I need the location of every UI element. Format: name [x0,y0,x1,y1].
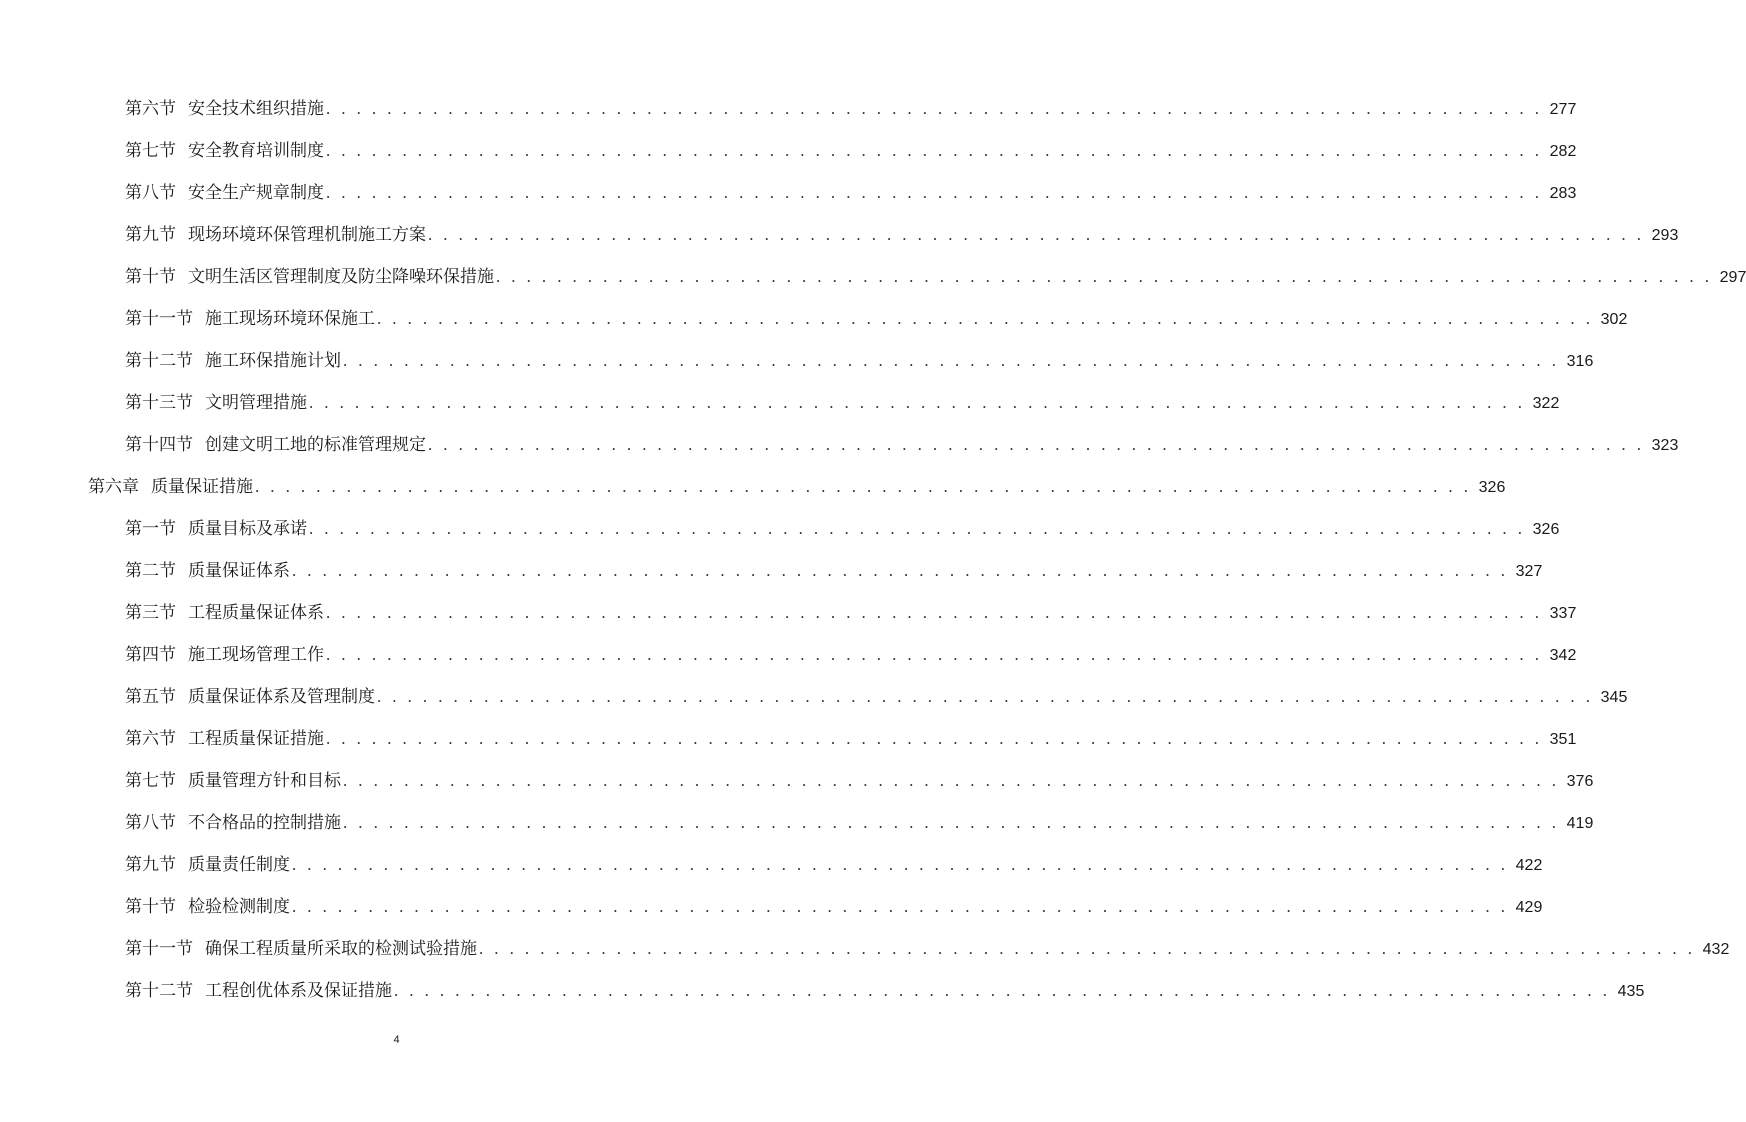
toc-entry-title: 不合格品的控制措施 [188,813,341,833]
toc-entry-label [125,760,341,802]
toc-section-entry[interactable] [0,802,1594,844]
page-number: 4 [393,1034,400,1046]
toc-dot-leader: . . . . . . . . . . . . . . . . . . . . . . . . . . . . . . . . . . . . . . . . . . . . . . . . . . . . . . . . . . . . . . . . . . . . . . . . . . . . . . . . [309,519,1526,538]
toc-entry-page: 323 [1651,437,1679,454]
toc-entry-page: 422 [1515,857,1543,874]
toc-dot-leader: . . . . . . . . . . . . . . . . . . . . . . . . . . . . . . . . . . . . . . . . . . . . . . . . . . . . . . . . . . . . . . . . . . . . . . . . . . . . . . . . [496,267,1713,286]
toc-entry-title: 施工环保措施计划 [205,351,341,371]
toc-entry-page: 326 [1532,521,1560,538]
toc-entry-number: 第十四节 [125,435,193,455]
toc-section-entry[interactable] [0,928,1730,970]
toc-entry-page: 293 [1651,227,1679,244]
toc-entry-label [125,214,426,256]
toc-entry-number: 第十一节 [125,309,193,329]
toc-dot-leader: . . . . . . . . . . . . . . . . . . . . . . . . . . . . . . . . . . . . . . . . . . . . . . . . . . . . . . . . . . . . . . . . . . . . . . . . . . . . . . . . [326,99,1543,118]
toc-entry-title: 质量责任制度 [188,855,290,875]
toc-entry-number: 第十节 [125,897,176,917]
toc-entry-number: 第十节 [125,267,176,287]
toc-entry-page: 376 [1566,773,1594,790]
toc-entry-title: 确保工程质量所采取的检测试验措施 [205,939,477,959]
toc-dot-leader: . . . . . . . . . . . . . . . . . . . . . . . . . . . . . . . . . . . . . . . . . . . . . . . . . . . . . . . . . . . . . . . . . . . . . . . . . . . . . . . . [292,561,1509,580]
toc-section-entry[interactable] [0,214,1679,256]
toc-entry-number: 第九节 [125,225,176,245]
toc-section-entry[interactable] [0,970,1645,1012]
toc-dot-leader: . . . . . . . . . . . . . . . . . . . . . . . . . . . . . . . . . . . . . . . . . . . . . . . . . . . . . . . . . . . . . . . . . . . . . . . . . . . . . . . . [326,141,1543,160]
toc-section-entry[interactable] [0,382,1560,424]
toc-entry-number: 第六节 [125,729,176,749]
toc-entry-page: 297 [1719,269,1746,286]
toc-dot-leader: . . . . . . . . . . . . . . . . . . . . . . . . . . . . . . . . . . . . . . . . . . . . . . . . . . . . . . . . . . . . . . . . . . . . . . . . . . . . . . . . [343,771,1560,790]
toc-section-entry[interactable] [0,886,1543,928]
toc-section-entry[interactable] [0,298,1628,340]
toc-dot-leader: . . . . . . . . . . . . . . . . . . . . . . . . . . . . . . . . . . . . . . . . . . . . . . . . . . . . . . . . . . . . . . . . . . . . . . . . . . . . . . . . [343,351,1560,370]
toc-entry-page: 283 [1549,185,1577,202]
toc-entry-page: 432 [1702,941,1730,958]
toc-entry-label [125,592,324,634]
toc-dot-leader: . . . . . . . . . . . . . . . . . . . . . . . . . . . . . . . . . . . . . . . . . . . . . . . . . . . . . . . . . . . . . . . . . . . . . . . . . . . . . . . . [255,477,1472,496]
toc-entry-page: 327 [1515,563,1543,580]
toc-entry-page: 302 [1600,311,1628,328]
toc-dot-leader: . . . . . . . . . . . . . . . . . . . . . . . . . . . . . . . . . . . . . . . . . . . . . . . . . . . . . . . . . . . . . . . . . . . . . . . . . . . . . . . . [394,981,1611,1000]
toc-dot-leader: . . . . . . . . . . . . . . . . . . . . . . . . . . . . . . . . . . . . . . . . . . . . . . . . . . . . . . . . . . . . . . . . . . . . . . . . . . . . . . . . [309,393,1526,412]
toc-entry-page: 282 [1549,143,1577,160]
toc-section-entry[interactable] [0,760,1594,802]
toc-entry-number: 第五节 [125,687,176,707]
toc-entry-number: 第九节 [125,855,176,875]
toc-dot-leader: . . . . . . . . . . . . . . . . . . . . . . . . . . . . . . . . . . . . . . . . . . . . . . . . . . . . . . . . . . . . . . . . . . . . . . . . . . . . . . . . [428,225,1645,244]
toc-section-entry[interactable] [0,172,1577,214]
toc-entry-title: 质量目标及承诺 [188,519,307,539]
toc-entry-number: 第七节 [125,771,176,791]
toc-dot-leader: . . . . . . . . . . . . . . . . . . . . . . . . . . . . . . . . . . . . . . . . . . . . . . . . . . . . . . . . . . . . . . . . . . . . . . . . . . . . . . . . [326,729,1543,748]
toc-entry-title: 现场环境环保管理机制施工方案 [188,225,426,245]
toc-entry-label [125,886,290,928]
toc-entry-title: 工程创优体系及保证措施 [205,981,392,1001]
toc-entry-label [125,718,324,760]
toc-entry-page: 316 [1566,353,1594,370]
toc-entry-page: 345 [1600,689,1628,706]
toc-dot-leader: . . . . . . . . . . . . . . . . . . . . . . . . . . . . . . . . . . . . . . . . . . . . . . . . . . . . . . . . . . . . . . . . . . . . . . . . . . . . . . . . [343,813,1560,832]
toc-dot-leader: . . . . . . . . . . . . . . . . . . . . . . . . . . . . . . . . . . . . . . . . . . . . . . . . . . . . . . . . . . . . . . . . . . . . . . . . . . . . . . . . [377,309,1594,328]
toc-dot-leader: . . . . . . . . . . . . . . . . . . . . . . . . . . . . . . . . . . . . . . . . . . . . . . . . . . . . . . . . . . . . . . . . . . . . . . . . . . . . . . . . [326,645,1543,664]
toc-entry-number: 第十一节 [125,939,193,959]
toc-dot-leader: . . . . . . . . . . . . . . . . . . . . . . . . . . . . . . . . . . . . . . . . . . . . . . . . . . . . . . . . . . . . . . . . . . . . . . . . . . . . . . . . [377,687,1594,706]
toc-entry-label [88,466,253,508]
toc-entry-label [125,256,494,298]
toc-entry-label [125,970,392,1012]
toc-entry-page: 435 [1617,983,1645,1000]
toc-entry-page: 342 [1549,647,1577,664]
toc-entry-number: 第二节 [125,561,176,581]
toc-entry-page: 322 [1532,395,1560,412]
toc-entry-label [125,298,375,340]
toc-entry-page: 337 [1549,605,1577,622]
toc-dot-leader: . . . . . . . . . . . . . . . . . . . . . . . . . . . . . . . . . . . . . . . . . . . . . . . . . . . . . . . . . . . . . . . . . . . . . . . . . . . . . . . . [479,939,1696,958]
toc-entry-number: 第四节 [125,645,176,665]
toc-dot-leader: . . . . . . . . . . . . . . . . . . . . . . . . . . . . . . . . . . . . . . . . . . . . . . . . . . . . . . . . . . . . . . . . . . . . . . . . . . . . . . . . [292,897,1509,916]
toc-dot-leader: . . . . . . . . . . . . . . . . . . . . . . . . . . . . . . . . . . . . . . . . . . . . . . . . . . . . . . . . . . . . . . . . . . . . . . . . . . . . . . . . [326,603,1543,622]
toc-entry-label [125,634,324,676]
toc-entry-label [125,676,375,718]
toc-entry-page: 277 [1549,101,1577,118]
toc-entry-number: 第七节 [125,141,176,161]
toc-entry-title: 质量管理方针和目标 [188,771,341,791]
toc-entry-label [125,88,324,130]
toc-section-entry[interactable] [0,550,1543,592]
toc-entry-title: 施工现场管理工作 [188,645,324,665]
toc-section-entry[interactable] [0,424,1679,466]
toc-entry-title: 安全生产规章制度 [188,183,324,203]
toc-entry-page: 429 [1515,899,1543,916]
toc-entry-label [125,424,426,466]
toc-entry-label [125,928,477,970]
toc-entry-title: 质量保证措施 [151,477,253,497]
toc-dot-leader: . . . . . . . . . . . . . . . . . . . . . . . . . . . . . . . . . . . . . . . . . . . . . . . . . . . . . . . . . . . . . . . . . . . . . . . . . . . . . . . . [292,855,1509,874]
toc-section-entry[interactable] [0,508,1560,550]
toc-entry-title: 文明管理措施 [205,393,307,413]
toc-entry-number: 第十三节 [125,393,193,413]
toc-dot-leader: . . . . . . . . . . . . . . . . . . . . . . . . . . . . . . . . . . . . . . . . . . . . . . . . . . . . . . . . . . . . . . . . . . . . . . . . . . . . . . . . [428,435,1645,454]
table-of-contents [0,88,1746,1012]
toc-entry-title: 检验检测制度 [188,897,290,917]
toc-section-entry[interactable] [0,88,1577,130]
toc-entry-title: 施工现场环境环保施工 [205,309,375,329]
toc-section-entry[interactable] [0,718,1577,760]
toc-entry-label [125,844,290,886]
toc-entry-label [125,508,307,550]
toc-entry-title: 创建文明工地的标准管理规定 [205,435,426,455]
toc-entry-number: 第一节 [125,519,176,539]
toc-entry-number: 第六节 [125,99,176,119]
toc-entry-number: 第十二节 [125,981,193,1001]
toc-entry-title: 安全技术组织措施 [188,99,324,119]
toc-section-entry[interactable] [0,130,1577,172]
toc-entry-page: 326 [1478,479,1506,496]
toc-entry-page: 419 [1566,815,1594,832]
toc-entry-label [125,550,290,592]
toc-section-entry[interactable] [0,256,1746,298]
toc-section-entry[interactable] [0,634,1577,676]
toc-dot-leader: . . . . . . . . . . . . . . . . . . . . . . . . . . . . . . . . . . . . . . . . . . . . . . . . . . . . . . . . . . . . . . . . . . . . . . . . . . . . . . . . [326,183,1543,202]
toc-section-entry[interactable] [0,676,1628,718]
toc-entry-title: 工程质量保证体系 [188,603,324,623]
toc-entry-label [125,130,324,172]
toc-entry-title: 质量保证体系及管理制度 [188,687,375,707]
toc-section-entry[interactable] [0,592,1577,634]
toc-entry-title: 质量保证体系 [188,561,290,581]
toc-entry-label [125,802,341,844]
toc-entry-number: 第六章 [88,477,139,497]
toc-entry-number: 第八节 [125,813,176,833]
toc-entry-number: 第十二节 [125,351,193,371]
toc-entry-label [125,172,324,214]
toc-entry-number: 第三节 [125,603,176,623]
toc-entry-label [125,382,307,424]
toc-chapter-entry[interactable] [0,466,1506,508]
toc-entry-title: 工程质量保证措施 [188,729,324,749]
toc-entry-title: 安全教育培训制度 [188,141,324,161]
toc-section-entry[interactable] [0,340,1594,382]
toc-entry-title: 文明生活区管理制度及防尘降噪环保措施 [188,267,494,287]
toc-entry-number: 第八节 [125,183,176,203]
toc-entry-label [125,340,341,382]
toc-section-entry[interactable] [0,844,1543,886]
toc-entry-page: 351 [1549,731,1577,748]
